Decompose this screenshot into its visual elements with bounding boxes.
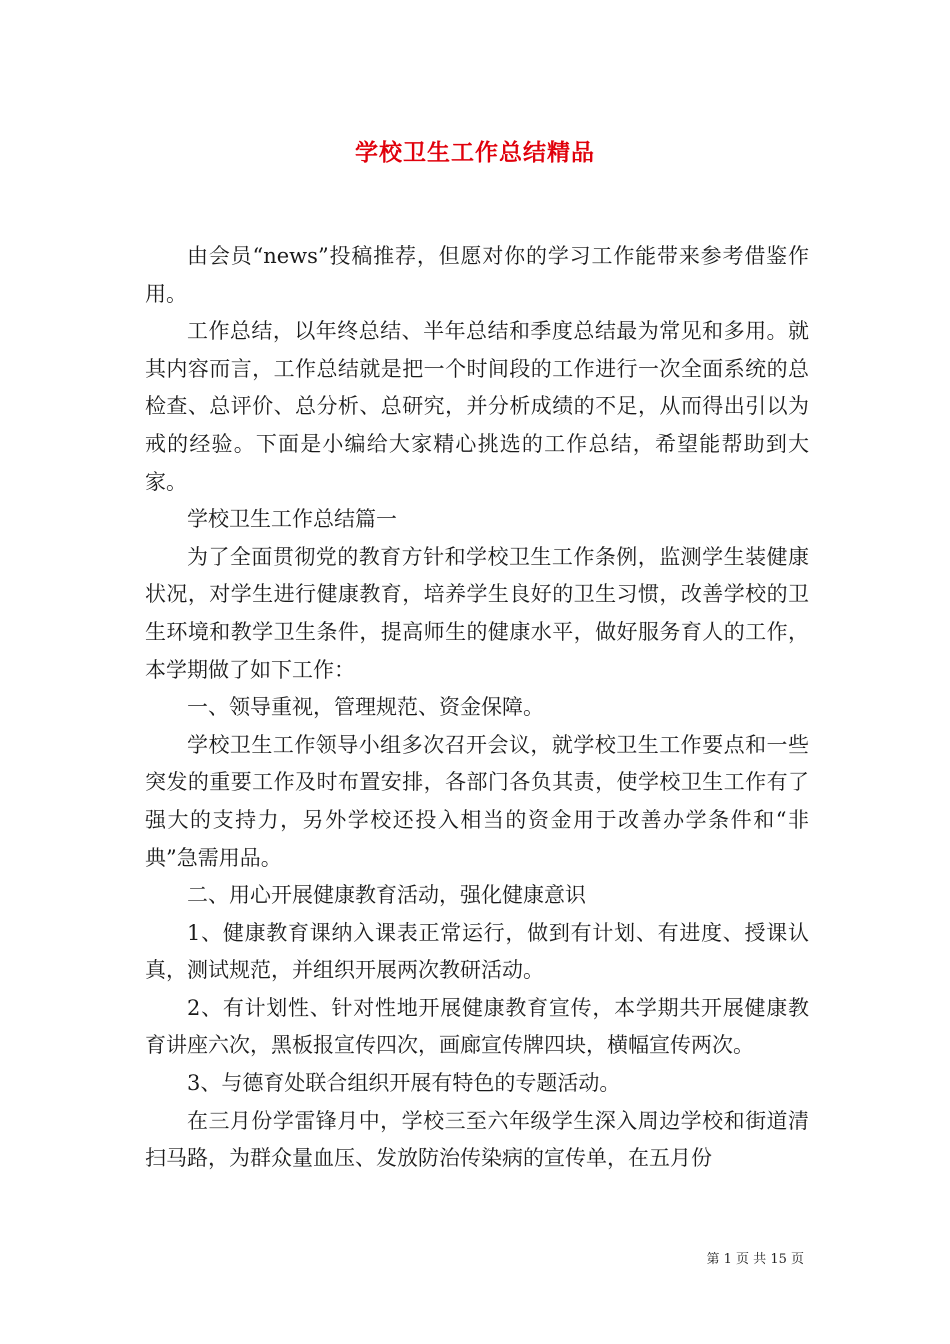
list-item: 1、健康教育课纳入课表正常运行，做到有计划、有进度、授课认真，测试规范，并组织开展两次教研活动。 <box>145 920 809 983</box>
paragraph: 为了全面贯彻党的教育方针和学校卫生工作条例，监测学生装健康状况，对学生进行健康教育，培养学生良好的卫生习惯，改善学校的卫生环境和教学卫生条件，提高师生的健康水平，做好服务育人的工作，本学期做了如下工作： <box>145 544 809 682</box>
section-heading: 学校卫生工作总结篇一 <box>187 507 397 532</box>
paragraph: 学校卫生工作领导小组多次召开会议，就学校卫生工作要点和一些突发的重要工作及时布置安排，各部门各负其责，使学校卫生工作有了强大的支持力，另外学校还投入相当的资金用于改善办学条件和“非典”急需用品。 <box>145 732 809 870</box>
list-item: 2、有计划性、针对性地开展健康教育宣传，本学期共开展健康教育讲座六次，黑板报宣传四次，画廊宣传牌四块，横幅宣传两次。 <box>145 995 809 1058</box>
page-number: 第 1 页 共 15 页 <box>706 1252 804 1267</box>
document-title: 学校卫生工作总结精品 <box>355 139 595 166</box>
paragraph-intro: 由会员“news”投稿推荐，但愿对你的学习工作能带来参考借鉴作用。 <box>145 244 809 306</box>
list-item: 3、与德育处联合组织开展有特色的专题活动。 <box>187 1071 621 1096</box>
paragraph: 在三月份学雷锋月中，学校三至六年级学生深入周边学校和街道清扫马路，为群众量血压、发放防治传染病的宣传单，在五月份 <box>145 1108 809 1171</box>
paragraph-summary: 工作总结，以年终总结、半年总结和季度总结最为常见和多用。就其内容而言，工作总结就是把一个时间段的工作进行一次全面系统的总检查、总评价、总分析、总研究，并分析成绩的不足，从而得出引以为戒的经验。下面是小编给大家精心挑选的工作总结，希望能帮助到大家。 <box>145 319 809 494</box>
document-body <box>145 238 809 1178</box>
subsection-heading: 二、用心开展健康教育活动，强化健康意识 <box>187 883 586 908</box>
subsection-heading: 一、领导重视，管理规范、资金保障。 <box>187 695 544 720</box>
